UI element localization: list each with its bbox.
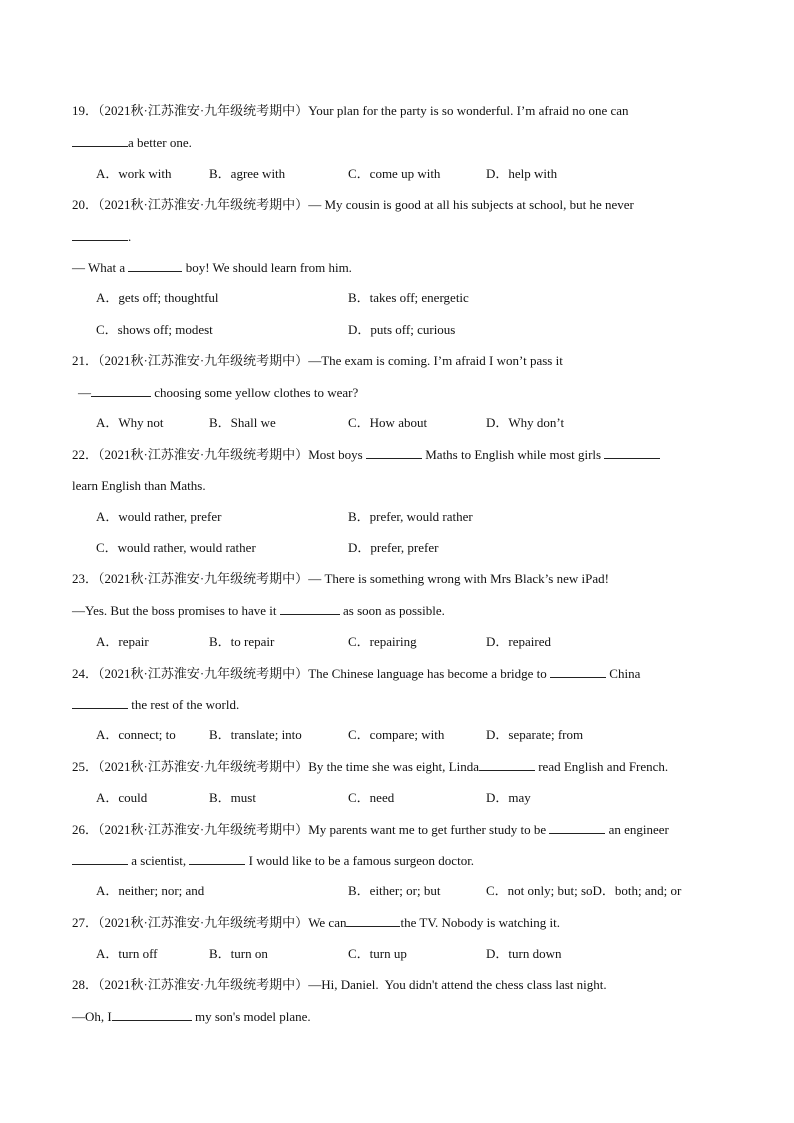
- answer-blank: [604, 446, 660, 459]
- q25-option-d: D．may: [486, 790, 531, 805]
- q23-option-a: A．repair: [96, 634, 149, 649]
- answer-blank: [112, 1008, 192, 1021]
- answer-blank: [72, 852, 128, 865]
- q24-option-a: A．connect; to: [96, 727, 176, 742]
- q26-number: 26．: [72, 822, 99, 837]
- q19-stem: Your plan for the party is so wonderful. I’m afraid no one can: [308, 103, 629, 118]
- q24-option-b: B．translate; into: [209, 727, 302, 742]
- answer-blank: [479, 758, 535, 771]
- answer-blank: [128, 259, 182, 272]
- q24-stem: The Chinese language has become a bridge to: [308, 666, 547, 681]
- q26-stem: My parents want me to get further study to be: [308, 822, 547, 837]
- q21-option-a: A．Why not: [96, 415, 164, 430]
- q28-line2: [72, 1008, 311, 1025]
- q28-number: 28．: [72, 977, 99, 992]
- answer-blank: [366, 446, 422, 459]
- q23-reply-cont: as soon as possible.: [343, 603, 445, 618]
- q20-option-d: D．puts off; curious: [348, 322, 456, 337]
- answer-blank: [91, 384, 151, 397]
- q21-dash: —: [78, 385, 91, 400]
- q22-source: （2021秋·江苏淮安·九年级统考期中）: [98, 447, 309, 462]
- q23-option-d: D．repaired: [486, 634, 551, 649]
- q20-number: 20．: [72, 197, 99, 212]
- q27-option-b: B．turn on: [209, 946, 268, 961]
- q20-reply: — What a: [72, 260, 126, 275]
- q20-reply-cont: boy! We should learn from him.: [185, 260, 352, 275]
- q21-option-c: C．How about: [348, 415, 428, 430]
- q23-number: 23．: [72, 571, 99, 586]
- q26-option-b: B．either; or; but: [348, 883, 441, 898]
- q22-stem: Most boys: [308, 447, 363, 462]
- q26-option-c-d: C．not only; but; soD．both; and; or: [486, 883, 682, 898]
- q20-stem-cont: .: [128, 229, 132, 244]
- q20-source: （2021秋·江苏淮安·九年级统考期中）: [98, 197, 309, 212]
- q21-line2: [78, 384, 358, 401]
- q25-option-a: A．could: [96, 790, 148, 805]
- q27-source: （2021秋·江苏淮安·九年级统考期中）: [98, 915, 309, 930]
- answer-blank: [280, 602, 340, 615]
- q24-option-c: C．compare; with: [348, 727, 445, 742]
- q19-option-a: A．work with: [96, 166, 172, 181]
- q21-line1: [72, 353, 563, 369]
- q22-stem-mid: Maths to English while most girls: [425, 447, 602, 462]
- answer-blank: [72, 228, 128, 241]
- q27-number: 27．: [72, 915, 99, 930]
- q20-option-a: A．gets off; thoughtful: [96, 290, 219, 305]
- q20-stem: — My cousin is good at all his subjects at school, but he never: [308, 197, 634, 212]
- q21-stem: —The exam is coming. I’m afraid I won’t pass it: [308, 353, 563, 368]
- q27-stem-cont: the TV. Nobody is watching it.: [400, 915, 560, 930]
- q24-stem-cont: the rest of the world.: [131, 697, 240, 712]
- q19-option-d: D．help with: [486, 166, 558, 181]
- q24-line2: [72, 696, 239, 713]
- q24-number: 24．: [72, 666, 99, 681]
- answer-blank: [72, 696, 128, 709]
- q20-line1: [72, 197, 634, 213]
- q27-option-d: D．turn down: [486, 946, 562, 961]
- q19-source: （2021秋·江苏淮安·九年级统考期中）: [98, 103, 309, 118]
- q19-line2: [72, 134, 192, 151]
- q25-line1: [72, 758, 668, 775]
- q25-option-b: B．must: [209, 790, 256, 805]
- q19-line1: [72, 103, 629, 119]
- q22-option-c: C．would rather, would rather: [96, 540, 256, 555]
- q23-source: （2021秋·江苏淮安·九年级统考期中）: [98, 571, 309, 586]
- q28-reply-cont: my son's model plane.: [194, 1009, 311, 1024]
- answer-blank: [550, 665, 606, 678]
- q20-option-c: C．shows off; modest: [96, 322, 213, 337]
- q27-stem: We can: [308, 915, 347, 930]
- q26-stem-end: I would like to be a famous surgeon doctor.: [248, 853, 475, 868]
- q22-option-b: B．prefer, would rather: [348, 509, 473, 524]
- q19-number: 19．: [72, 103, 99, 118]
- q23-stem: — There is something wrong with Mrs Black’s new iPad!: [308, 571, 609, 586]
- q24-source: （2021秋·江苏淮安·九年级统考期中）: [98, 666, 309, 681]
- q28-line1: [72, 977, 607, 993]
- q20-line2: [72, 228, 131, 245]
- q19-option-b: B．agree with: [209, 166, 286, 181]
- q19-stem-cont: a better one.: [128, 135, 192, 150]
- answer-blank: [346, 914, 400, 927]
- answer-blank: [189, 852, 245, 865]
- q27-option-c: C．turn up: [348, 946, 407, 961]
- q28-stem: —Hi, Daniel. You didn't attend the chess class last night.: [308, 977, 607, 992]
- q28-reply: —Oh, I: [72, 1009, 112, 1024]
- q21-source: （2021秋·江苏淮安·九年级统考期中）: [98, 353, 309, 368]
- q27-option-a: A．turn off: [96, 946, 158, 961]
- q21-stem-cont: choosing some yellow clothes to wear?: [154, 385, 359, 400]
- q26-source: （2021秋·江苏淮安·九年级统考期中）: [98, 822, 309, 837]
- q27-line1: [72, 914, 560, 931]
- q26-option-a: A．neither; nor; and: [96, 883, 205, 898]
- answer-blank: [549, 821, 605, 834]
- q23-line2: [72, 602, 445, 619]
- q21-number: 21．: [72, 353, 99, 368]
- q22-line2: learn English than Maths.: [72, 478, 206, 493]
- q28-source: （2021秋·江苏淮安·九年级统考期中）: [98, 977, 309, 992]
- q24-line1: [72, 665, 640, 682]
- q23-option-b: B．to repair: [209, 634, 275, 649]
- q24-option-d: D．separate; from: [486, 727, 584, 742]
- q23-line1: [72, 571, 609, 587]
- q24-stem-mid: China: [609, 666, 641, 681]
- q25-option-c: C．need: [348, 790, 395, 805]
- q20-line3: [72, 259, 352, 276]
- q25-number: 25．: [72, 759, 99, 774]
- q22-option-d: D．prefer, prefer: [348, 540, 439, 555]
- q25-stem: By the time she was eight, Linda: [308, 759, 479, 774]
- q26-line2: [72, 852, 474, 869]
- q22-number: 22．: [72, 447, 99, 462]
- q23-option-c: C．repairing: [348, 634, 417, 649]
- q26-stem-mid: an engineer: [608, 822, 669, 837]
- q21-option-d: D．Why don’t: [486, 415, 565, 430]
- q22-line1: [72, 446, 660, 463]
- q20-option-b: B．takes off; energetic: [348, 290, 469, 305]
- answer-blank: [72, 134, 128, 147]
- q21-option-b: B．Shall we: [209, 415, 276, 430]
- q26-stem-cont: a scientist,: [131, 853, 187, 868]
- q25-source: （2021秋·江苏淮安·九年级统考期中）: [98, 759, 309, 774]
- q25-stem-cont: read English and French.: [538, 759, 669, 774]
- q22-option-a: A．would rather, prefer: [96, 509, 222, 524]
- q23-reply: —Yes. But the boss promises to have it: [72, 603, 277, 618]
- q26-line1: [72, 821, 669, 838]
- q19-option-c: C．come up with: [348, 166, 441, 181]
